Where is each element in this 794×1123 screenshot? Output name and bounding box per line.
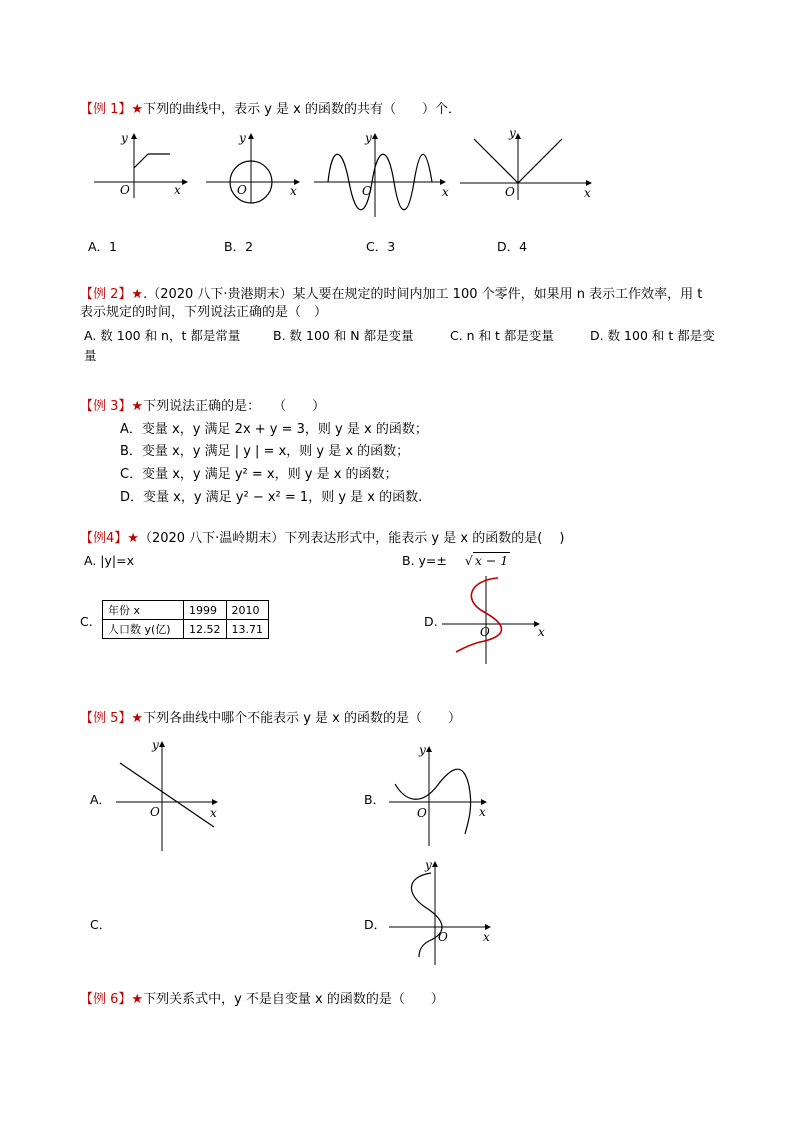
axis-x-label: x [479,805,486,819]
axis-x-label: x [442,185,449,199]
option-b-label: B. y=± [402,553,447,568]
table-row [103,620,269,639]
table-cell: 12.52 [184,620,227,639]
star-icon: ★ [131,102,144,117]
ex5-graph-a [112,735,227,855]
axis-y-label: y [425,858,432,872]
origin-label: O [480,625,490,639]
axis-x-label: x [210,806,217,820]
ex1-graph-c [312,125,452,220]
star-icon: ★ [131,711,144,726]
example-5-heading [80,710,461,728]
ex2-option-b[interactable]: B. 数 100 和 N 都是变量 [273,328,414,343]
ex1-option-c[interactable]: C．3 [366,239,396,254]
example-1-heading [80,101,461,119]
star-icon: ★ [131,992,144,1007]
example-tag: 【例 2】 [80,287,132,302]
ex1-option-d[interactable]: D．4 [497,239,528,254]
radicand: x − 1 [474,553,509,568]
ex5-option-d[interactable]: D． [364,917,387,932]
ex4-option-a[interactable]: A. |y|=x [84,553,134,568]
example-tag: 【例 6】 [80,992,132,1007]
ex4-option-c[interactable]: C. [80,614,93,629]
ex3-option-d[interactable]: D．变量 x，y 满足 y² − x² = 1，则 y 是 x 的函数. [120,490,423,505]
sqrt-icon: √ [464,553,473,568]
star-icon: ★ [131,287,144,302]
ex1-option-a[interactable]: A．1 [88,239,118,254]
example-6-heading [80,991,444,1009]
axis-x-label: x [290,184,297,198]
population-table [102,600,269,639]
origin-label: O [505,185,515,199]
ex3-option-a[interactable]: A．变量 x，y 满足 2x + y = 3，则 y 是 x 的函数； [120,422,428,437]
axis-x-label: x [584,186,591,200]
table-row [103,601,269,620]
origin-label: O [150,805,160,819]
question-text-line2: 表示规定的时间，下列说法正确的是（ ） [80,305,328,320]
origin-label: O [417,806,427,820]
ex1-graph-b [202,125,302,205]
star-icon: ★ [131,399,144,414]
example-tag: 【例 1】 [80,102,132,117]
origin-label: O [120,183,130,197]
origin-label: O [237,183,247,197]
ex1-graph-a [90,125,190,200]
ex3-option-c[interactable]: C．变量 x，y 满足 y² = x，则 y 是 x 的函数； [120,467,398,482]
example-4-heading [80,530,564,548]
ex2-option-c[interactable]: C. n 和 t 都是变量 [450,328,554,343]
axis-y-label: y [152,738,159,752]
ex4-option-d[interactable]: D. [424,614,438,629]
ex2-option-d[interactable]: D. 数 100 和 t 都是变 [590,328,715,343]
axis-y-label: y [509,126,516,140]
axis-y-label: y [121,131,128,145]
ex5-graph-b [385,740,495,850]
ex1-option-b[interactable]: B．2 [224,239,254,254]
table-cell: 人口数 y(亿) [103,620,184,639]
table-cell: 年份 x [103,601,184,620]
table-cell: 13.71 [226,620,269,639]
example-tag: 【例 3】 [80,399,132,414]
table-cell: 1999 [184,601,227,620]
example-3-heading [80,398,325,416]
ex5-option-a[interactable]: A． [90,792,112,807]
axis-x-label: x [174,183,181,197]
question-text: 下列的曲线中，表示 y 是 x 的函数的共有（ ）个． [143,102,461,117]
ex1-graph-d [458,125,598,205]
axis-y-label: y [239,131,246,145]
question-text: 下列关系式中，y 不是自变量 x 的函数的是（ ） [143,992,444,1007]
example-tag: 【例 5】 [80,711,132,726]
question-text: .（2020 八下·贵港期末）某人要在规定的时间内加工 100 个零件，如果用 n 表示工作效率，用 t [143,287,703,302]
question-text: 下列说法正确的是： （ ） [143,399,326,414]
ex5-option-c[interactable]: C． [90,917,112,932]
example-tag: 【例4】 [80,531,128,546]
table-cell: 2010 [226,601,269,620]
ex4-option-b[interactable] [402,553,510,568]
ex2-option-d-wrap: 量 [84,348,97,363]
axis-y-label: y [365,131,372,145]
question-text: （2020 八下·温岭期末）下列表达形式中，能表示 y 是 x 的函数的是( ) [138,531,565,546]
example-2-heading [80,286,702,304]
axis-x-label: x [483,930,490,944]
origin-label: O [362,184,372,198]
axis-y-label: y [419,743,426,757]
ex4-graph-d [440,572,550,668]
star-icon: ★ [127,531,139,546]
ex5-option-b[interactable]: B． [364,792,386,807]
ex2-option-a[interactable]: A. 数 100 和 n，t 都是常量 [84,328,241,343]
axis-x-label: x [538,625,545,639]
question-text: 下列各曲线中哪个不能表示 y 是 x 的函数的是（ ） [143,711,461,726]
ex5-graph-d [385,855,500,970]
ex3-option-b[interactable]: B．变量 x，y 满足 | y | = x，则 y 是 x 的函数； [120,444,410,459]
origin-label: O [438,930,448,944]
